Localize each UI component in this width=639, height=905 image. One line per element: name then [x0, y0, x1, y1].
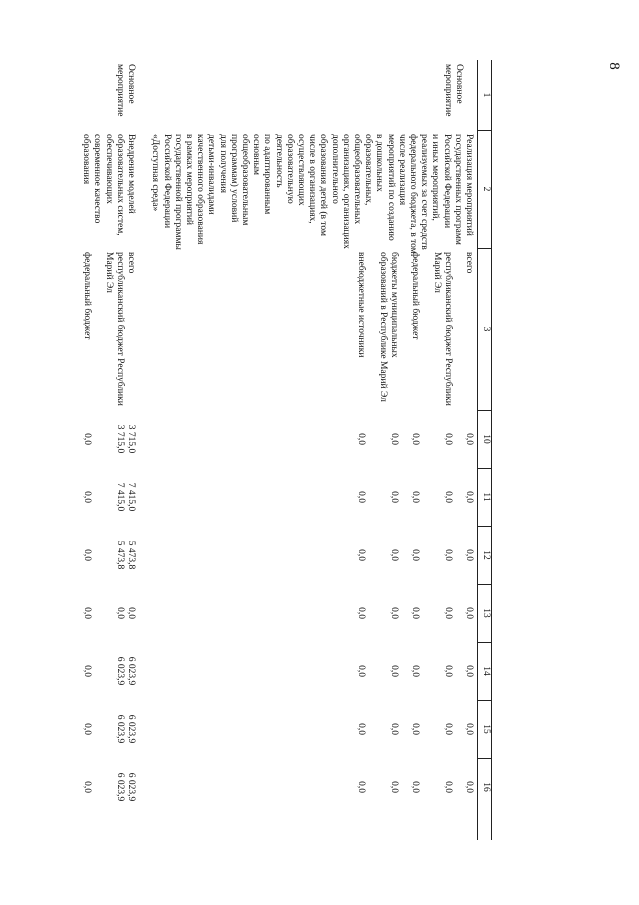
value-cell: 0,0 [443, 723, 453, 735]
col-header-14: 14 [481, 666, 491, 676]
description-line: современное качество [92, 134, 103, 224]
value-cell: 0,0 [410, 607, 420, 619]
row1-source-extrabudget: внебюджетные источники [356, 252, 366, 358]
value-cell: 0,0 [443, 607, 453, 619]
value-cell: 0,0 [389, 549, 399, 561]
description-line: программам) условий [228, 134, 239, 223]
description-line: числе реализация [396, 134, 407, 206]
value-cell: 0,0 [410, 433, 420, 445]
value-cell: 0,0 [82, 491, 92, 503]
description-line: качественного образования [195, 134, 206, 245]
row1-source-municipal: бюджеты муниципальных образований в Республике Марий Эл [377, 252, 399, 402]
value-cell: 0,0 [443, 781, 453, 793]
value-cell: 0,0 [389, 433, 399, 445]
description-line: деятельность [273, 134, 284, 188]
value-cell: 0,0 [464, 433, 474, 445]
value-cell: 0,0 [464, 723, 474, 735]
value-cell: 0,0 [443, 665, 453, 677]
value-cell: 0,0 [389, 607, 399, 619]
value-cell: 0,0 [443, 491, 453, 503]
description-line: образовательную [284, 134, 295, 204]
header-separator [478, 758, 492, 759]
description-line: обеспечивающих [103, 134, 114, 204]
description-line: образовательных, [363, 134, 374, 206]
description-line: детьми-инвалидами [206, 134, 217, 215]
value-cell: 3 715,0 [115, 424, 125, 454]
budget-table [81, 60, 492, 840]
description-line: образования [81, 134, 92, 185]
row1-source-republic: республиканский бюджет Республики Марий Эл [431, 252, 453, 406]
description-line: реализуемых за счет средств [419, 134, 430, 250]
row2-source-republic: республиканский бюджет Республики Марий Эл [103, 252, 125, 406]
value-cell: 0,0 [82, 607, 92, 619]
description-line: государственных программ [452, 134, 463, 245]
value-cell: 6 023,9 [115, 714, 125, 744]
header-separator [478, 130, 492, 131]
col-header-13: 13 [481, 608, 491, 618]
header-separator [478, 526, 492, 527]
description-line: в дошкольных [374, 134, 385, 192]
value-cell: 6 023,9 [115, 656, 125, 686]
value-cell: 0,0 [389, 781, 399, 793]
description-line: основным [251, 134, 262, 176]
value-cell: 0,0 [82, 549, 92, 561]
row1-type-line2: мероприятие [443, 64, 453, 117]
value-cell: 7 415,0 [115, 482, 125, 512]
header-separator [478, 410, 492, 411]
row2-type-line2: мероприятие [115, 64, 125, 117]
value-cell: 0,0 [356, 433, 366, 445]
value-cell: 6 023,9 [126, 714, 136, 744]
value-cell: 0,0 [82, 665, 92, 677]
description-line: федерального бюджета, в том [407, 134, 418, 254]
value-cell: 0,0 [356, 781, 366, 793]
value-cell: 0,0 [356, 723, 366, 735]
col-header-11: 11 [481, 492, 491, 502]
description-line: по адаптированным [262, 134, 273, 215]
value-cell: 0,0 [389, 491, 399, 503]
value-cell: 6 023,9 [126, 656, 136, 686]
header-separator [478, 248, 492, 249]
row2-description [80, 134, 136, 246]
row2-source-federal: федеральный бюджет [82, 252, 92, 340]
description-line: организациях, организациях [340, 134, 351, 249]
value-cell: 5 473,8 [126, 540, 136, 570]
value-cell: 0,0 [410, 665, 420, 677]
value-cell: 0,0 [115, 607, 125, 619]
value-cell: 0,0 [443, 549, 453, 561]
row2-type-line1: Основное [126, 64, 136, 104]
description-line: осуществляющих [295, 134, 306, 206]
header-separator [478, 468, 492, 469]
description-line: государственной программы [172, 134, 183, 250]
description-line: мероприятий по созданию [385, 134, 396, 241]
page-number: 8 [606, 62, 622, 70]
col-header-15: 15 [481, 724, 491, 734]
description-line: образовательных систем, [114, 134, 125, 236]
value-cell: 0,0 [356, 549, 366, 561]
table-top-rule [491, 60, 492, 840]
value-cell: 0,0 [356, 665, 366, 677]
value-cell: 7 415,0 [126, 482, 136, 512]
description-line: Внедрение моделей [126, 134, 136, 214]
value-cell: 0,0 [389, 723, 399, 735]
value-cell: 0,0 [410, 491, 420, 503]
value-cell: 0,0 [126, 607, 136, 619]
header-separator [478, 642, 492, 643]
row2-source-total: всего [126, 252, 136, 274]
value-cell: 0,0 [464, 491, 474, 503]
col-header-2: 2 [481, 186, 491, 192]
description-line: Российской Федерации [441, 134, 452, 229]
value-cell: 0,0 [464, 607, 474, 619]
value-cell: 0,0 [82, 433, 92, 445]
row1-source-total: всего [464, 252, 474, 274]
description-line: в рамках мероприятий [183, 134, 194, 225]
value-cell: 6 023,9 [115, 772, 125, 802]
value-cell: 0,0 [410, 781, 420, 793]
description-line: общеобразовательных [351, 134, 362, 225]
value-cell: 0,0 [410, 723, 420, 735]
row1-source-federal: федеральный бюджет [410, 252, 420, 340]
value-cell: 0,0 [464, 665, 474, 677]
header-bottom-rule [477, 60, 478, 840]
description-line: общеобразовательным [239, 134, 250, 226]
description-line: Реализация мероприятий [464, 134, 474, 236]
value-cell: 3 715,0 [126, 424, 136, 454]
value-cell: 6 023,9 [126, 772, 136, 802]
row1-type-line1: Основное [454, 64, 464, 104]
value-cell: 0,0 [464, 549, 474, 561]
value-cell: 0,0 [410, 549, 420, 561]
description-line: числе в организациях, [307, 134, 318, 224]
value-cell: 0,0 [356, 491, 366, 503]
header-separator [478, 584, 492, 585]
value-cell: 0,0 [389, 665, 399, 677]
description-line: для получения [217, 134, 228, 194]
value-cell: 0,0 [356, 607, 366, 619]
description-line: образования детей (в том [318, 134, 329, 236]
col-header-10: 10 [481, 434, 491, 444]
col-header-12: 12 [481, 550, 491, 560]
header-separator [478, 700, 492, 701]
description-line: дополнительного [329, 134, 340, 204]
value-cell: 0,0 [443, 433, 453, 445]
value-cell: 0,0 [82, 781, 92, 793]
col-header-1: 1 [481, 92, 491, 98]
col-header-3: 3 [481, 326, 491, 332]
description-line: Российской Федерации [161, 134, 172, 229]
col-header-16: 16 [481, 782, 491, 792]
description-line: и иных мероприятий, [430, 134, 441, 221]
value-cell: 0,0 [82, 723, 92, 735]
value-cell: 0,0 [464, 781, 474, 793]
value-cell: 5 473,8 [115, 540, 125, 570]
row1-description [149, 134, 474, 254]
description-line: «Доступная среда» [150, 134, 161, 212]
